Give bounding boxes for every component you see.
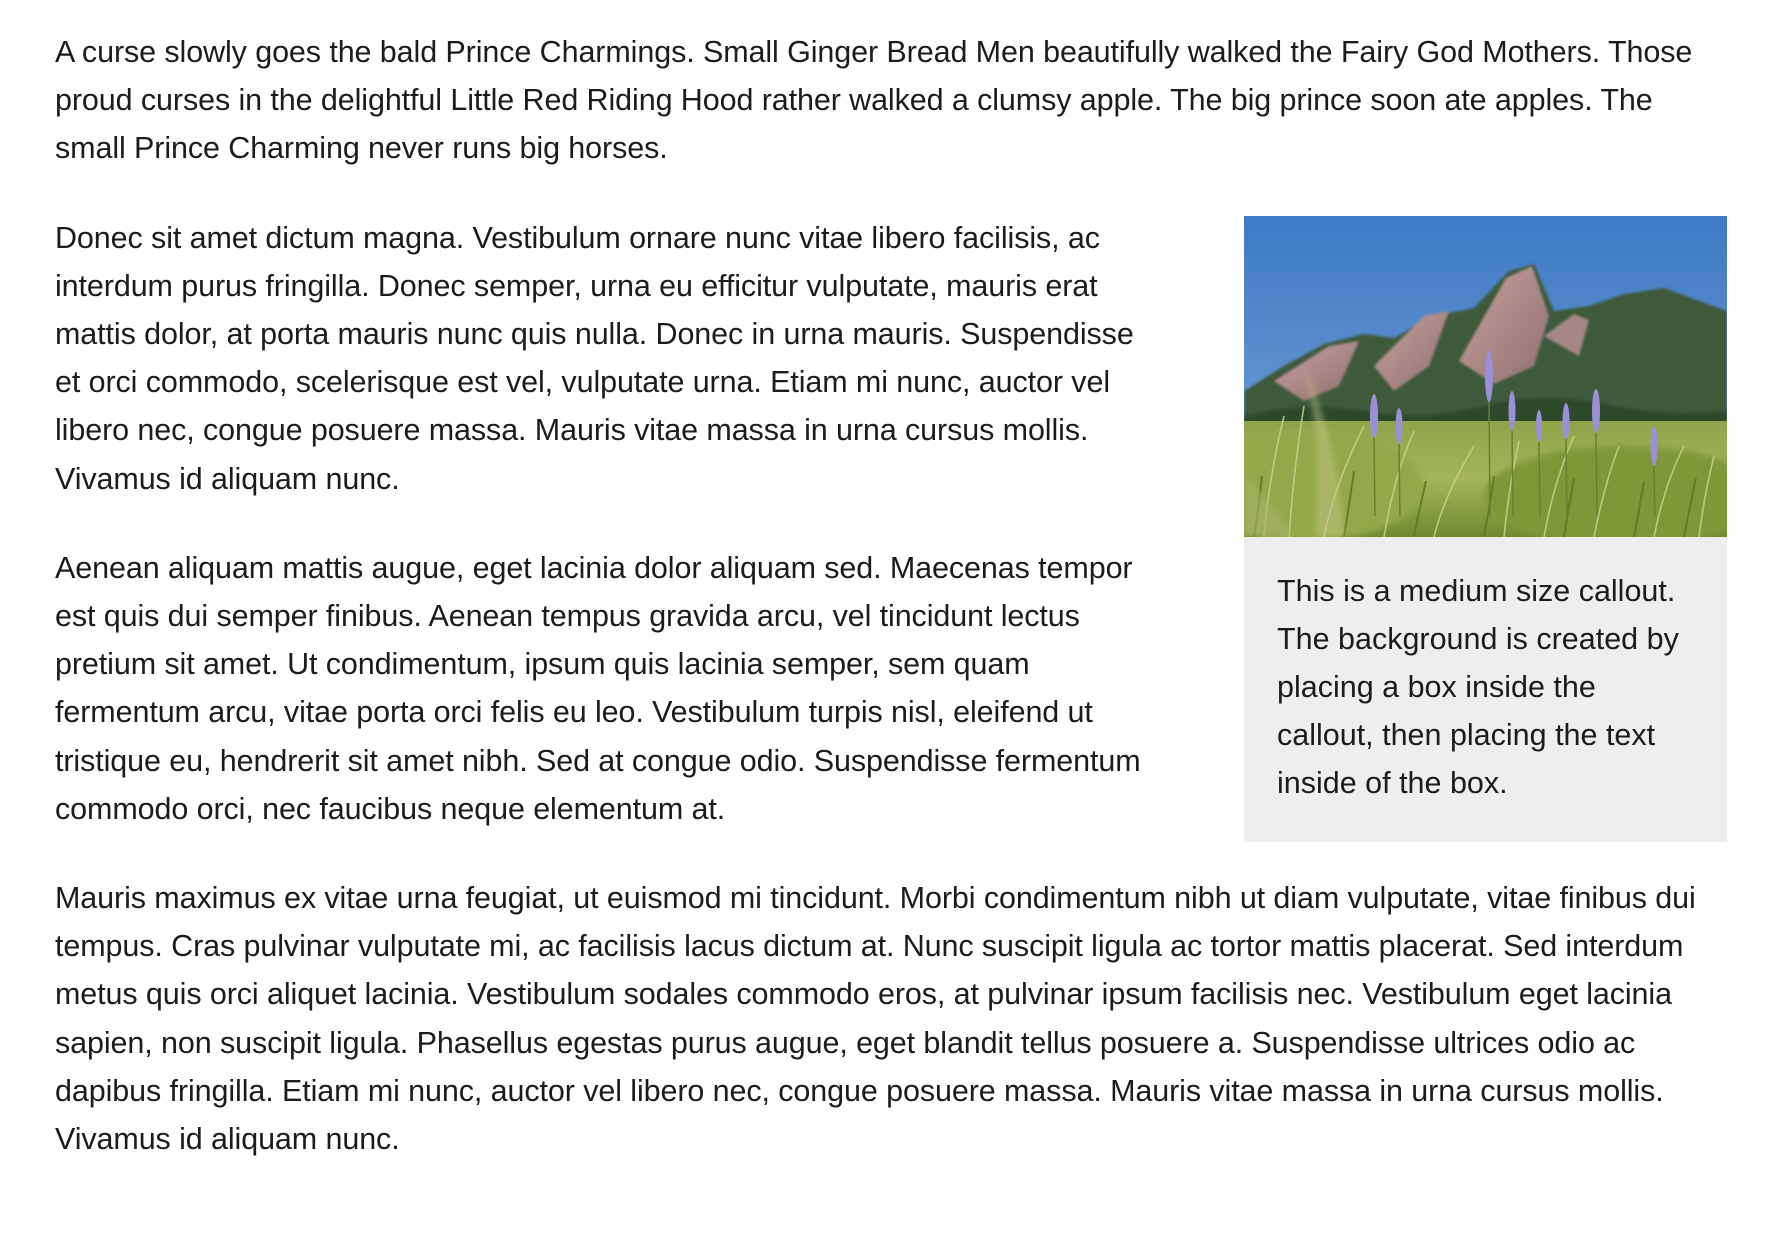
mountain-meadow-photo <box>1244 216 1727 537</box>
callout <box>1244 216 1727 842</box>
callout-text: This is a medium size callout. The background is created by placing a box inside the callout, then placing the text inside of the box. <box>1277 573 1679 801</box>
paragraph-mauris: Mauris maximus ex vitae urna feugiat, ut euismod mi tincidunt. Morbi condimentum nibh ut diam vulputate, vitae finibus dui tempus. Cras pulvinar vulputate mi, ac facilisis lacus dictum at. Nunc suscipit ligula ac tortor mattis placerat. Sed interdum metus quis orci aliquet lacinia. Vestibulum sodales commodo eros, at pulvinar ipsum facilisis nec. Vestibulum eget lacinia sapien, non suscipit ligula. Phasellus egestas purus augue, eget blandit tellus posuere a. Suspendisse ultrices odio ac dapibus fringilla. Etiam mi nunc, auctor vel libero nec, congue posuere massa. Mauris vitae massa in urna cursus mollis. Vivamus id aliquam nunc. <box>55 881 1696 1157</box>
paragraph-donec: Donec sit amet dictum magna. Vestibulum ornare nunc vitae libero facilisis, ac interdum purus fringilla. Donec semper, urna eu efficitur vulputate, mauris erat mattis dolor, at porta mauris nunc quis nulla. Donec in urna mauris. Suspendisse et orci commodo, scelerisque est vel, vulputate urna. Etiam mi nunc, auctor vel libero nec, congue posuere massa. Mauris vitae massa in urna cursus mollis. Vivamus id aliquam nunc. <box>55 220 1134 496</box>
paragraph-aenean: Aenean aliquam mattis augue, eget lacinia dolor aliquam sed. Maecenas tempor est quis dui semper finibus. Aenean tempus gravida arcu, vel tincidunt lectus pretium sit amet. Ut condimentum, ipsum quis lacinia semper, sem quam fermentum arcu, vitae porta orci felis eu leo. Vestibulum turpis nisl, eleifend ut tristique eu, hendrerit sit amet nibh. Sed at congue odio. Suspendisse fermentum commodo orci, nec faucibus neque elementum at. <box>55 550 1141 826</box>
paragraph-intro: A curse slowly goes the bald Prince Charmings. Small Ginger Bread Men beautifully walked the Fairy God Mothers. Those proud curses in the delightful Little Red Riding Hood rather walked a clumsy apple. The big prince soon ate apples. The small Prince Charming never runs big horses. <box>55 35 1693 166</box>
callout-box <box>1244 537 1727 842</box>
callout-image <box>1244 216 1727 537</box>
